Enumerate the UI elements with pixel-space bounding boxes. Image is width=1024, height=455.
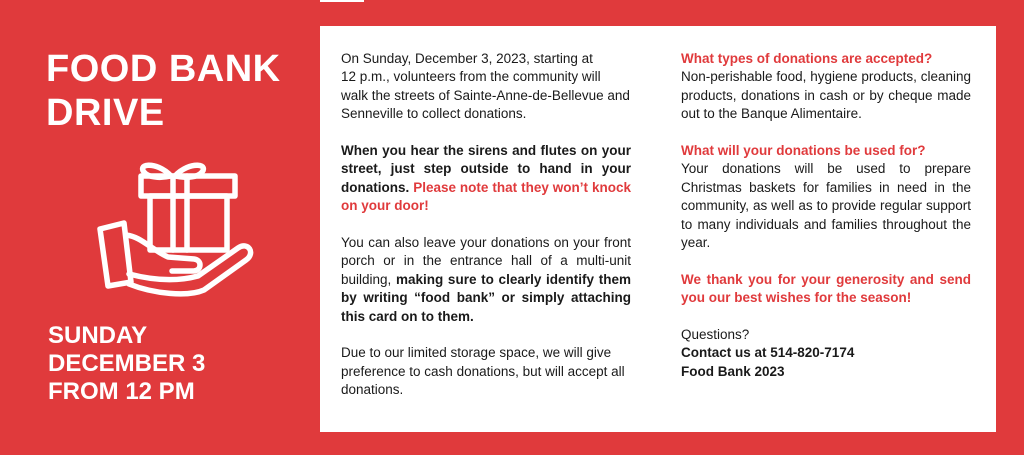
porch-text: You can also leave your donations on your front porch or in the entrance hall of a multi-unit building, — [341, 235, 631, 287]
intro-line-2: 12 p.m., volunteers from the community will walk the streets of Sainte-Anne-de-Bellevue and Senneville to collect donations. — [341, 69, 630, 122]
faq-donation-use — [681, 142, 971, 252]
title-line-2: DRIVE — [46, 92, 165, 134]
event-line-time: FROM 12 PM — [48, 378, 195, 405]
faq-heading-types: What types of donations are accepted? — [681, 51, 933, 66]
sirens-text: When you hear the sirens and flutes on your street, just step outside to hand in your donations. — [341, 143, 631, 195]
left-column — [341, 50, 631, 400]
no-knock-warning: Please note that they won’t knock on your door! — [341, 179, 631, 214]
thank-you-message: We thank you for your generosity and send you our best wishes for the season! — [681, 271, 971, 306]
right-column — [681, 50, 971, 381]
page-title — [46, 47, 306, 135]
gift-in-hand-icon — [96, 152, 256, 300]
top-accent-bar — [320, 0, 364, 2]
storage-paragraph: Due to our limited storage space, we will give preference to cash donations, but will accept all donations. — [341, 345, 625, 398]
porch-paragraph — [341, 234, 631, 326]
faq-answer-use: Your donations will be used to prepare Christmas baskets for families in need in the community, as well as to provide regular support to many individuals and families throughout the year. — [681, 161, 971, 251]
questions-label: Questions? — [681, 327, 750, 343]
label-instructions: making sure to clearly identify them by writing “food bank” or simply attaching this card on to them. — [341, 271, 631, 324]
contact-block — [681, 326, 971, 381]
faq-heading-use: What will your donations be used for? — [681, 143, 926, 159]
event-date-time — [48, 322, 288, 406]
intro-paragraph — [341, 50, 631, 124]
info-card — [320, 26, 996, 432]
organizer-name: Food Bank 2023 — [681, 363, 785, 379]
sirens-paragraph — [341, 142, 631, 216]
event-line-date: DECEMBER 3 — [48, 350, 206, 377]
event-line-day: SUNDAY — [48, 322, 148, 349]
faq-donation-types — [681, 50, 971, 124]
intro-line-1: On Sunday, December 3, 2023, starting at — [341, 51, 593, 66]
title-line-1: FOOD BANK — [46, 48, 281, 90]
contact-phone: Contact us at 514-820-7174 — [681, 345, 855, 361]
faq-answer-types: Non-perishable food, hygiene products, cleaning products, donations in cash or by cheque made out to the Banque Alimentaire. — [681, 69, 971, 122]
